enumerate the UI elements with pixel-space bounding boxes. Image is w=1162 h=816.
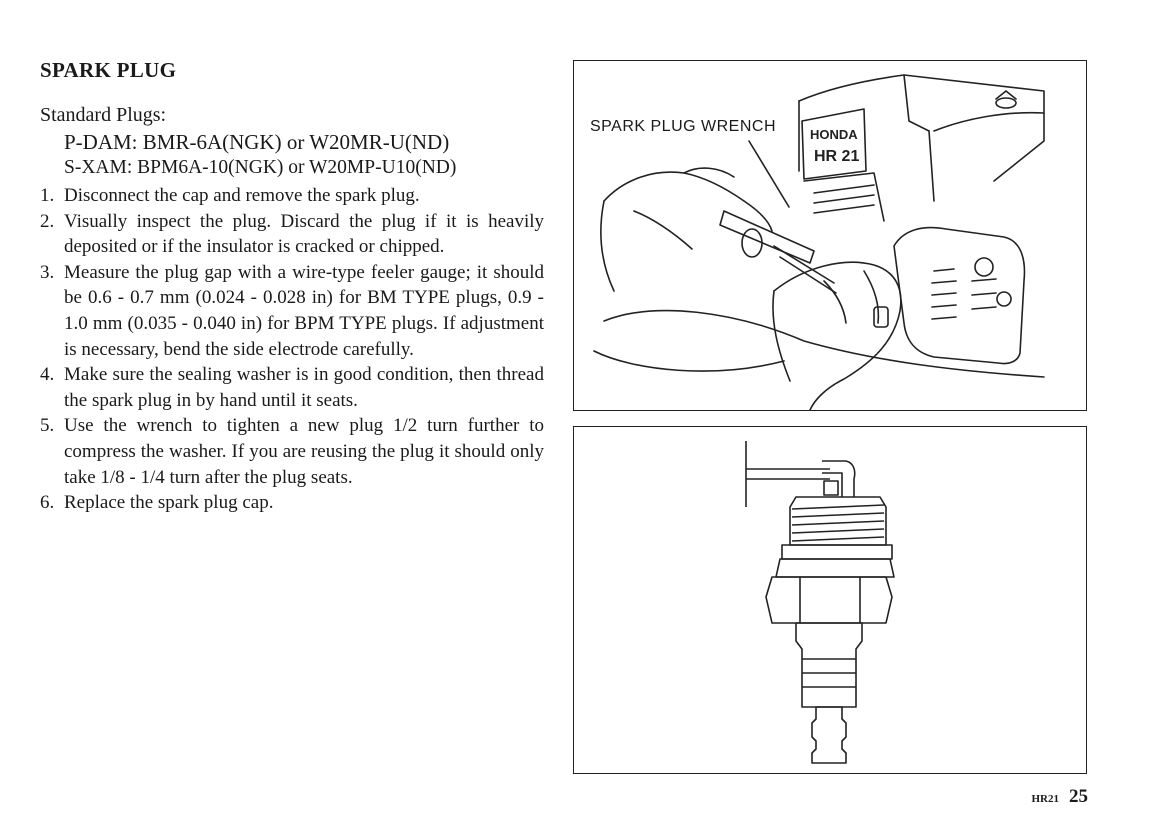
plug-spec-p-dam xyxy=(64,130,449,155)
list-item xyxy=(40,209,544,260)
step-text: Visually inspect the plug. Discard the plug if it is heavily deposited or if the insulator is cracked or chipped. xyxy=(64,210,544,258)
plug-spec-s-xam xyxy=(64,157,456,179)
step-text: Disconnect the cap and remove the spark plug. xyxy=(64,185,420,206)
list-item xyxy=(40,490,544,516)
step-text: Replace the spark plug cap. xyxy=(64,492,274,514)
list-item xyxy=(40,413,544,490)
figure-spark-plug xyxy=(573,426,1087,774)
plug-model: P-DAM: xyxy=(64,130,138,154)
section-title: SPARK PLUG xyxy=(40,58,177,82)
procedure-steps xyxy=(40,183,544,516)
engine-wrench-illustration xyxy=(574,61,1086,410)
engine-badge-top: HONDA xyxy=(810,127,858,142)
step-number: 4. xyxy=(40,364,55,386)
plug-spec: BMR-6A(NGK) or W20MR-U(ND) xyxy=(142,130,450,154)
engine-badge-bottom: HR 21 xyxy=(814,148,860,165)
standard-plugs-label: Standard Plugs: xyxy=(40,104,167,126)
figure-label: SPARK PLUG WRENCH xyxy=(590,118,777,135)
step-text: Measure the plug gap with a wire-type feeler gauge; it should be 0.6 - 0.7 mm (0.024 - 0.028 in) for BM TYPE plugs, 0.9 - 1.0 mm (0.035 - 0.040 in) for BPM TYPE plugs. If adjustment is necessary, bend the side electrode carefully. xyxy=(64,261,544,360)
spark-plug-illustration xyxy=(574,427,1086,773)
model-code: HR21 xyxy=(1031,793,1059,805)
plug-spec: BPM6A-10(NGK) or W20MP-U10(ND) xyxy=(137,157,457,178)
step-number: 3. xyxy=(40,261,55,283)
step-number: 5. xyxy=(40,415,55,437)
page-footer xyxy=(1032,786,1089,808)
list-item xyxy=(40,260,544,362)
step-number: 2. xyxy=(40,210,55,232)
step-text: Make sure the sealing washer is in good condition, then thread the spark plug in by hand until it seats. xyxy=(64,364,544,411)
step-number: 6. xyxy=(40,492,55,514)
page-number: 25 xyxy=(1069,786,1088,807)
step-text: Use the wrench to tighten a new plug 1/2 turn further to compress the washer. If you are reusing the plug it should only take 1/8 - 1/4 turn after the plug seats. xyxy=(64,415,544,488)
plug-model: S-XAM: xyxy=(64,157,133,178)
list-item xyxy=(40,183,544,209)
step-number: 1. xyxy=(40,185,55,206)
list-item xyxy=(40,362,544,413)
figure-spark-plug-wrench xyxy=(573,60,1087,411)
